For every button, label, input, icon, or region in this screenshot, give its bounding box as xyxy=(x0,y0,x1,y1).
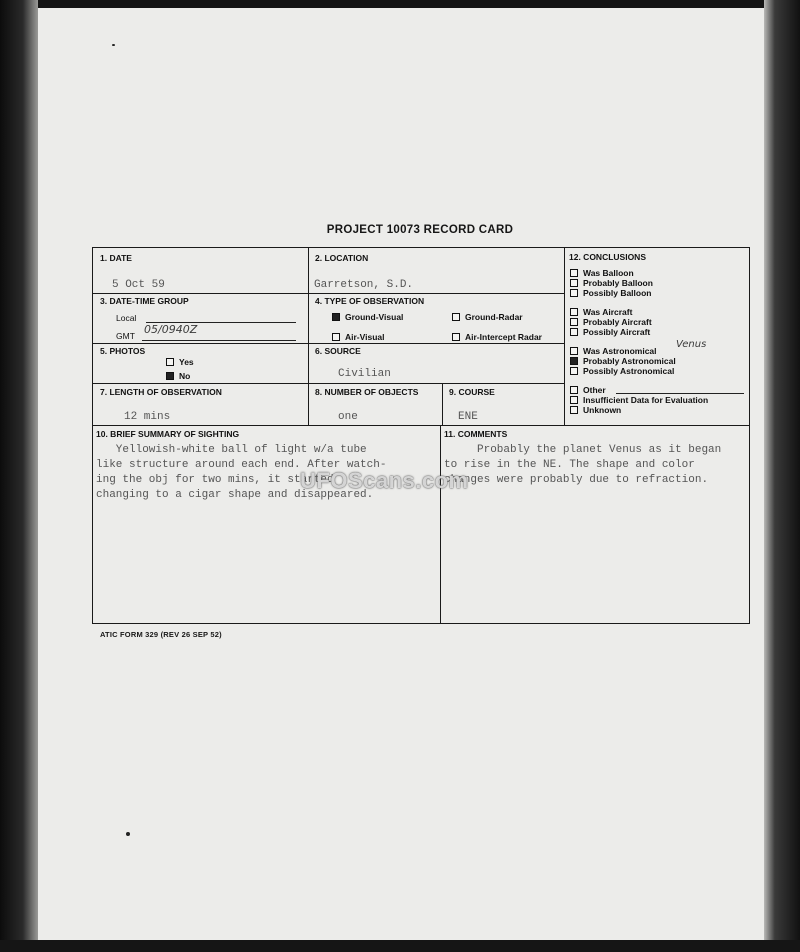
checkbox-icon xyxy=(570,328,578,336)
checkbox-icon xyxy=(570,386,578,394)
comments-label: 11. COMMENTS xyxy=(444,429,508,439)
record-form xyxy=(92,247,750,624)
conclusion-possibly-astronomical: Possibly Astronomical xyxy=(570,366,674,376)
astronomical-note: Venus xyxy=(676,339,707,350)
observation-option-ground-visual: Ground-Visual xyxy=(332,312,403,322)
checkbox-icon xyxy=(570,357,578,365)
conclusion-insufficient-data: Insufficient Data for Evaluation xyxy=(570,395,708,405)
scan-edge-left xyxy=(0,0,38,952)
checkbox-icon xyxy=(332,313,340,321)
checkbox-icon xyxy=(570,406,578,414)
source-label: 6. SOURCE xyxy=(315,346,361,356)
length-of-observation-label: 7. LENGTH OF OBSERVATION xyxy=(100,387,222,397)
type-of-observation-label: 4. TYPE OF OBSERVATION xyxy=(315,296,425,306)
conclusion-probably-astronomical: Probably Astronomical xyxy=(570,356,676,366)
checkbox-icon xyxy=(452,313,460,321)
conclusion-possibly-aircraft: Possibly Aircraft xyxy=(570,327,650,337)
checkbox-icon xyxy=(332,333,340,341)
comments-text: Probably the planet Venus as it began to rise in the NE. The shape and color changes were probably due to refraction. xyxy=(444,444,722,486)
conclusion-possibly-balloon: Possibly Balloon xyxy=(570,288,652,298)
observation-option-ground-radar: Ground-Radar xyxy=(452,312,523,322)
card-title: PROJECT 10073 RECORD CARD xyxy=(326,224,514,236)
local-label: Local xyxy=(116,313,137,323)
gmt-label: GMT xyxy=(116,331,135,341)
scan-edge-bottom xyxy=(0,940,800,952)
brief-summary-label: 10. BRIEF SUMMARY OF SIGHTING xyxy=(96,429,240,439)
dust-speck xyxy=(112,44,115,46)
conclusion-unknown: Unknown xyxy=(570,405,621,415)
location-value: Garretson, S.D. xyxy=(314,279,414,291)
conclusion-probably-aircraft: Probably Aircraft xyxy=(570,317,652,327)
checkbox-icon xyxy=(570,269,578,277)
conclusion-was-aircraft: Was Aircraft xyxy=(570,307,632,317)
checkbox-icon xyxy=(166,358,174,366)
checkbox-icon xyxy=(570,289,578,297)
dust-speck xyxy=(126,832,130,836)
other-underline xyxy=(616,393,744,394)
gmt-underline xyxy=(142,340,296,341)
photos-label: 5. PHOTOS xyxy=(100,346,146,356)
conclusion-probably-balloon: Probably Balloon xyxy=(570,278,653,288)
form-footer: ATIC FORM 329 (REV 26 SEP 52) xyxy=(100,630,222,639)
checkbox-icon xyxy=(570,308,578,316)
source-value: Civilian xyxy=(338,368,391,380)
photos-option-yes: Yes xyxy=(166,357,194,367)
course-value: ENE xyxy=(458,411,478,423)
checkbox-icon xyxy=(570,367,578,375)
checkbox-icon xyxy=(452,333,460,341)
conclusion-other: Other xyxy=(570,385,606,395)
number-of-objects-value: one xyxy=(338,411,358,423)
scan-edge-right xyxy=(764,0,800,952)
conclusion-was-astronomical: Was Astronomical xyxy=(570,346,657,356)
checkbox-icon xyxy=(570,318,578,326)
checkbox-icon xyxy=(570,347,578,355)
checkbox-icon xyxy=(166,372,174,380)
checkbox-icon xyxy=(570,396,578,404)
date-value: 5 Oct 59 xyxy=(112,279,165,291)
course-label: 9. COURSE xyxy=(449,387,495,397)
gmt-value: 05/0940Z xyxy=(144,323,198,336)
location-label: 2. LOCATION xyxy=(315,253,369,263)
observation-option-air-intercept-radar: Air-Intercept Radar xyxy=(452,332,542,342)
number-of-objects-label: 8. NUMBER OF OBJECTS xyxy=(315,387,419,397)
date-label: 1. DATE xyxy=(100,253,132,263)
length-of-observation-value: 12 mins xyxy=(124,411,171,423)
observation-option-air-visual: Air-Visual xyxy=(332,332,385,342)
scan-edge-top xyxy=(0,0,800,8)
watermark: UFOScans.com xyxy=(300,468,469,493)
date-time-group-label: 3. DATE-TIME GROUP xyxy=(100,296,189,306)
brief-summary-text: Yellowish-white ball of light w/a tube like structure around each end. After watch- ing the obj for two mins, it started changing to a cigar shape and disappeared. xyxy=(96,444,387,501)
conclusion-was-balloon: Was Balloon xyxy=(570,268,634,278)
conclusions-label: 12. CONCLUSIONS xyxy=(569,252,646,262)
checkbox-icon xyxy=(570,279,578,287)
photos-option-no: No xyxy=(166,371,190,381)
